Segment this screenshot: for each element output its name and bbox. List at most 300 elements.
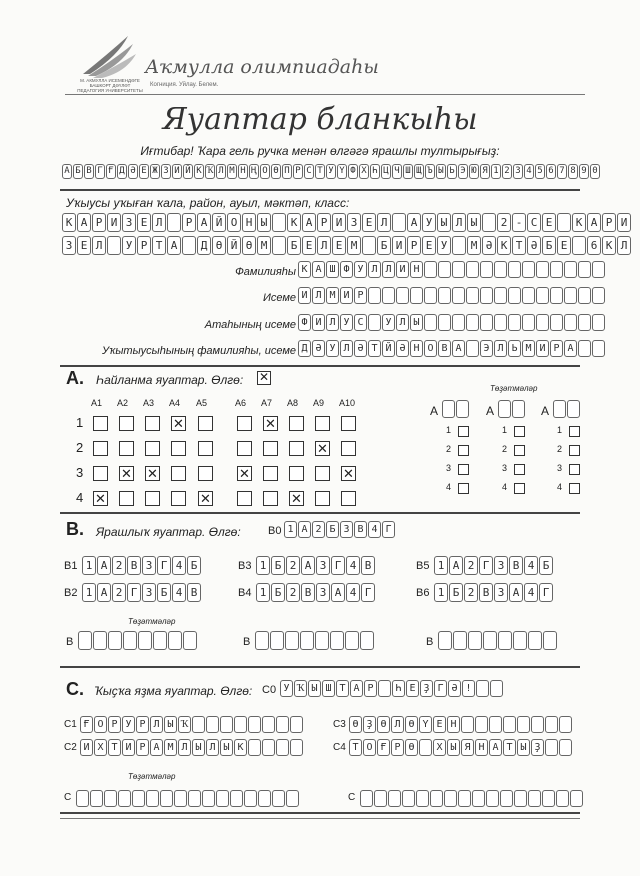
char-cell[interactable]: Б — [539, 556, 553, 575]
answer-checkbox[interactable]: ✕ — [145, 466, 160, 481]
char-cell[interactable]: Ы — [257, 213, 271, 232]
char-cell[interactable]: Л — [340, 340, 353, 357]
char-cell[interactable]: В — [438, 340, 451, 357]
char-cell[interactable]: А — [167, 236, 181, 255]
char-cell[interactable]: Р — [136, 739, 149, 756]
char-cell[interactable] — [290, 716, 303, 733]
char-cell[interactable]: О — [94, 716, 107, 733]
char-cell[interactable] — [550, 314, 563, 331]
char-cell[interactable] — [592, 340, 605, 357]
char-cell[interactable] — [244, 790, 257, 807]
answer-input-c1[interactable] — [80, 716, 304, 733]
answer-checkbox[interactable] — [237, 491, 252, 506]
char-cell[interactable]: 2 — [464, 556, 478, 575]
patronymic-input[interactable] — [298, 314, 606, 331]
char-cell[interactable] — [528, 790, 541, 807]
char-cell[interactable] — [104, 790, 117, 807]
char-cell[interactable] — [382, 287, 395, 304]
correction-input[interactable] — [438, 631, 558, 650]
char-cell[interactable]: А — [301, 556, 315, 575]
correction-checkbox[interactable] — [458, 464, 469, 475]
answer-checkbox[interactable] — [289, 466, 304, 481]
char-cell[interactable] — [118, 790, 131, 807]
char-cell[interactable]: Ә — [527, 236, 541, 255]
char-cell[interactable]: Т — [152, 236, 166, 255]
char-cell[interactable] — [138, 631, 152, 650]
char-cell[interactable] — [362, 236, 376, 255]
char-cell[interactable] — [276, 739, 289, 756]
char-cell[interactable] — [248, 739, 261, 756]
char-cell[interactable] — [368, 314, 381, 331]
char-cell[interactable]: А — [97, 556, 111, 575]
char-cell[interactable]: В — [361, 556, 375, 575]
char-cell[interactable] — [188, 790, 201, 807]
char-cell[interactable]: Т — [108, 739, 121, 756]
char-cell[interactable]: 4 — [346, 583, 360, 602]
char-cell[interactable] — [468, 631, 482, 650]
char-cell[interactable] — [206, 716, 219, 733]
char-cell[interactable]: Б — [271, 583, 285, 602]
correction-cell[interactable] — [498, 400, 511, 418]
char-cell[interactable] — [183, 631, 197, 650]
char-cell[interactable]: Е — [433, 716, 446, 733]
char-cell[interactable] — [522, 261, 535, 278]
char-cell[interactable] — [234, 716, 247, 733]
char-cell[interactable] — [592, 287, 605, 304]
char-cell[interactable]: Б — [187, 556, 201, 575]
char-cell[interactable] — [550, 287, 563, 304]
char-cell[interactable]: У — [354, 261, 367, 278]
char-cell[interactable] — [494, 261, 507, 278]
char-cell[interactable]: И — [80, 739, 93, 756]
char-cell[interactable]: А — [331, 583, 345, 602]
answer-checkbox[interactable] — [198, 416, 213, 431]
char-cell[interactable] — [108, 631, 122, 650]
char-cell[interactable] — [543, 631, 557, 650]
char-cell[interactable]: И — [340, 287, 353, 304]
char-cell[interactable]: Ы — [192, 739, 205, 756]
answer-checkbox[interactable] — [145, 491, 160, 506]
answer-checkbox[interactable] — [237, 441, 252, 456]
char-cell[interactable]: Г — [361, 583, 375, 602]
char-cell[interactable]: 1 — [434, 556, 448, 575]
char-cell[interactable] — [438, 261, 451, 278]
char-cell[interactable]: Ө — [405, 716, 418, 733]
answer-checkbox[interactable]: ✕ — [171, 416, 186, 431]
char-cell[interactable]: В — [479, 583, 493, 602]
correction-checkbox[interactable] — [458, 426, 469, 437]
char-cell[interactable]: О — [363, 739, 376, 756]
answer-checkbox[interactable] — [93, 416, 108, 431]
char-cell[interactable]: Е — [542, 213, 556, 232]
char-cell[interactable]: Л — [312, 287, 325, 304]
char-cell[interactable]: Л — [178, 739, 191, 756]
char-cell[interactable]: У — [382, 314, 395, 331]
char-cell[interactable] — [216, 790, 229, 807]
char-cell[interactable] — [286, 790, 299, 807]
char-cell[interactable]: Р — [550, 340, 563, 357]
char-cell[interactable]: В — [187, 583, 201, 602]
char-cell[interactable] — [168, 631, 182, 650]
char-cell[interactable] — [475, 716, 488, 733]
name-input[interactable] — [298, 287, 606, 304]
char-cell[interactable]: Е — [332, 236, 346, 255]
char-cell[interactable]: Ғ — [80, 716, 93, 733]
char-cell[interactable] — [160, 790, 173, 807]
char-cell[interactable]: 6 — [587, 236, 601, 255]
char-cell[interactable]: А — [312, 261, 325, 278]
char-cell[interactable]: А — [564, 340, 577, 357]
char-cell[interactable]: Р — [182, 213, 196, 232]
char-cell[interactable]: М — [522, 340, 535, 357]
char-cell[interactable] — [592, 261, 605, 278]
char-cell[interactable]: 2 — [464, 583, 478, 602]
answer-input-b1[interactable] — [82, 556, 202, 575]
char-cell[interactable] — [345, 631, 359, 650]
char-cell[interactable]: Я — [461, 739, 474, 756]
char-cell[interactable]: Х — [433, 739, 446, 756]
char-cell[interactable] — [592, 314, 605, 331]
char-cell[interactable]: А — [97, 583, 111, 602]
char-cell[interactable]: 3 — [316, 556, 330, 575]
answer-checkbox[interactable]: ✕ — [263, 416, 278, 431]
answer-checkbox[interactable] — [341, 441, 356, 456]
char-cell[interactable] — [452, 287, 465, 304]
char-cell[interactable] — [578, 314, 591, 331]
char-cell[interactable]: С — [354, 314, 367, 331]
correction-checkbox[interactable] — [569, 445, 580, 456]
char-cell[interactable]: 3 — [142, 556, 156, 575]
char-cell[interactable]: Е — [362, 213, 376, 232]
char-cell[interactable]: Ы — [220, 739, 233, 756]
answer-input-b4[interactable] — [256, 583, 376, 602]
char-cell[interactable] — [545, 739, 558, 756]
char-cell[interactable] — [570, 790, 583, 807]
char-cell[interactable]: А — [509, 583, 523, 602]
char-cell[interactable] — [146, 790, 159, 807]
char-cell[interactable]: Р — [136, 716, 149, 733]
char-cell[interactable] — [90, 790, 103, 807]
char-cell[interactable] — [76, 790, 89, 807]
char-cell[interactable]: 4 — [172, 583, 186, 602]
char-cell[interactable]: 4 — [346, 556, 360, 575]
char-cell[interactable]: Л — [617, 236, 631, 255]
char-cell[interactable]: Т — [503, 739, 516, 756]
char-cell[interactable]: И — [536, 340, 549, 357]
char-cell[interactable] — [508, 261, 521, 278]
char-cell[interactable]: Ғ — [377, 739, 390, 756]
char-cell[interactable] — [93, 631, 107, 650]
char-cell[interactable]: З — [347, 213, 361, 232]
char-cell[interactable] — [262, 716, 275, 733]
char-cell[interactable] — [167, 213, 181, 232]
char-cell[interactable]: И — [312, 314, 325, 331]
answer-input-b2[interactable] — [82, 583, 202, 602]
answer-input-b6[interactable] — [434, 583, 554, 602]
char-cell[interactable] — [486, 790, 499, 807]
char-cell[interactable] — [559, 739, 572, 756]
char-cell[interactable] — [531, 716, 544, 733]
char-cell[interactable] — [315, 631, 329, 650]
char-cell[interactable]: Ө — [212, 236, 226, 255]
char-cell[interactable] — [508, 314, 521, 331]
char-cell[interactable]: Г — [157, 556, 171, 575]
teacher-input[interactable] — [298, 340, 606, 357]
char-cell[interactable] — [545, 716, 558, 733]
char-cell[interactable] — [578, 287, 591, 304]
answer-input-b5[interactable] — [434, 556, 554, 575]
char-cell[interactable]: Н — [242, 213, 256, 232]
correction-cell[interactable] — [442, 400, 455, 418]
char-cell[interactable] — [578, 261, 591, 278]
char-cell[interactable]: З — [62, 236, 76, 255]
answer-checkbox[interactable]: ✕ — [119, 466, 134, 481]
char-cell[interactable]: Ы — [467, 213, 481, 232]
char-cell[interactable] — [480, 314, 493, 331]
char-cell[interactable] — [248, 716, 261, 733]
char-cell[interactable]: И — [392, 236, 406, 255]
char-cell[interactable] — [272, 213, 286, 232]
char-cell[interactable]: И — [298, 287, 311, 304]
char-cell[interactable] — [559, 716, 572, 733]
answer-checkbox[interactable] — [341, 416, 356, 431]
answer-checkbox[interactable] — [289, 416, 304, 431]
char-cell[interactable] — [424, 261, 437, 278]
answer-checkbox[interactable] — [93, 466, 108, 481]
char-cell[interactable] — [472, 790, 485, 807]
char-cell[interactable] — [466, 287, 479, 304]
char-cell[interactable]: Д — [298, 340, 311, 357]
answer-checkbox[interactable] — [119, 491, 134, 506]
char-cell[interactable] — [513, 631, 527, 650]
char-cell[interactable]: У — [437, 236, 451, 255]
char-cell[interactable] — [255, 631, 269, 650]
char-cell[interactable]: Б — [449, 583, 463, 602]
char-cell[interactable]: А — [452, 340, 465, 357]
char-cell[interactable]: 3 — [316, 583, 330, 602]
correction-input[interactable] — [76, 790, 300, 807]
char-cell[interactable] — [272, 236, 286, 255]
char-cell[interactable]: Л — [391, 716, 404, 733]
char-cell[interactable] — [458, 790, 471, 807]
char-cell[interactable]: Л — [494, 340, 507, 357]
answer-checkbox[interactable] — [341, 491, 356, 506]
char-cell[interactable]: У — [326, 340, 339, 357]
char-cell[interactable] — [153, 631, 167, 650]
char-cell[interactable]: Л — [377, 213, 391, 232]
char-cell[interactable]: С — [527, 213, 541, 232]
char-cell[interactable]: Д — [197, 236, 211, 255]
answer-checkbox[interactable] — [198, 441, 213, 456]
char-cell[interactable]: 4 — [524, 556, 538, 575]
char-cell[interactable]: Т — [349, 739, 362, 756]
answer-checkbox[interactable] — [315, 416, 330, 431]
char-cell[interactable]: Ҙ — [363, 716, 376, 733]
correction-checkbox[interactable] — [514, 464, 525, 475]
char-cell[interactable] — [452, 261, 465, 278]
char-cell[interactable] — [78, 631, 92, 650]
char-cell[interactable] — [550, 261, 563, 278]
char-cell[interactable] — [522, 287, 535, 304]
char-cell[interactable] — [174, 790, 187, 807]
char-cell[interactable]: Ф — [340, 261, 353, 278]
char-cell[interactable] — [438, 287, 451, 304]
correction-checkbox[interactable] — [514, 483, 525, 494]
answer-checkbox[interactable] — [315, 491, 330, 506]
char-cell[interactable] — [132, 790, 145, 807]
char-cell[interactable]: М — [257, 236, 271, 255]
char-cell[interactable]: К — [234, 739, 247, 756]
char-cell[interactable] — [424, 287, 437, 304]
char-cell[interactable] — [182, 236, 196, 255]
char-cell[interactable] — [536, 261, 549, 278]
char-cell[interactable] — [452, 236, 466, 255]
char-cell[interactable]: Н — [447, 716, 460, 733]
char-cell[interactable]: В — [127, 556, 141, 575]
char-cell[interactable]: Ә — [354, 340, 367, 357]
char-cell[interactable]: Ш — [326, 261, 339, 278]
surname-input[interactable] — [298, 261, 606, 278]
char-cell[interactable]: Е — [302, 236, 316, 255]
char-cell[interactable] — [270, 631, 284, 650]
char-cell[interactable] — [489, 716, 502, 733]
char-cell[interactable] — [360, 790, 373, 807]
char-cell[interactable] — [542, 790, 555, 807]
char-cell[interactable]: Е — [77, 236, 91, 255]
char-cell[interactable]: Ь — [508, 340, 521, 357]
char-cell[interactable]: Г — [479, 556, 493, 575]
char-cell[interactable] — [192, 716, 205, 733]
correction-checkbox[interactable] — [569, 483, 580, 494]
char-cell[interactable] — [330, 631, 344, 650]
char-cell[interactable] — [494, 287, 507, 304]
char-cell[interactable] — [556, 790, 569, 807]
correction-cell[interactable] — [567, 400, 580, 418]
char-cell[interactable]: Р — [92, 213, 106, 232]
char-cell[interactable]: А — [197, 213, 211, 232]
char-cell[interactable]: А — [302, 213, 316, 232]
correction-cell[interactable] — [553, 400, 566, 418]
char-cell[interactable]: 2 — [112, 556, 126, 575]
answer-checkbox[interactable] — [289, 441, 304, 456]
answer-input-c4[interactable] — [349, 739, 573, 756]
char-cell[interactable]: Э — [480, 340, 493, 357]
char-cell[interactable]: Р — [391, 739, 404, 756]
char-cell[interactable]: А — [407, 213, 421, 232]
correction-input[interactable] — [78, 631, 198, 650]
char-cell[interactable] — [262, 739, 275, 756]
char-cell[interactable]: Л — [152, 213, 166, 232]
char-cell[interactable] — [107, 236, 121, 255]
answer-input-c3[interactable] — [349, 716, 573, 733]
char-cell[interactable] — [482, 213, 496, 232]
char-cell[interactable]: Г — [331, 556, 345, 575]
char-cell[interactable] — [564, 314, 577, 331]
char-cell[interactable]: Г — [539, 583, 553, 602]
char-cell[interactable] — [572, 236, 586, 255]
char-cell[interactable] — [480, 287, 493, 304]
char-cell[interactable]: Ы — [164, 716, 177, 733]
char-cell[interactable]: Е — [422, 236, 436, 255]
school-input-line-1[interactable] — [62, 213, 632, 232]
char-cell[interactable]: Ҙ — [531, 739, 544, 756]
answer-checkbox[interactable] — [93, 441, 108, 456]
char-cell[interactable] — [410, 287, 423, 304]
char-cell[interactable]: Л — [452, 213, 466, 232]
char-cell[interactable]: Й — [382, 340, 395, 357]
char-cell[interactable]: 4 — [172, 556, 186, 575]
char-cell[interactable]: Й — [227, 236, 241, 255]
char-cell[interactable]: Н — [410, 261, 423, 278]
char-cell[interactable]: И — [396, 261, 409, 278]
char-cell[interactable]: А — [449, 556, 463, 575]
char-cell[interactable]: 2 — [497, 213, 511, 232]
char-cell[interactable]: К — [572, 213, 586, 232]
char-cell[interactable]: Л — [396, 314, 409, 331]
char-cell[interactable]: Ү — [419, 716, 432, 733]
char-cell[interactable]: Ф — [298, 314, 311, 331]
char-cell[interactable]: Ө — [377, 716, 390, 733]
char-cell[interactable]: О — [424, 340, 437, 357]
char-cell[interactable]: Р — [317, 213, 331, 232]
char-cell[interactable]: М — [347, 236, 361, 255]
char-cell[interactable]: 1 — [82, 556, 96, 575]
char-cell[interactable]: 3 — [142, 583, 156, 602]
answer-checkbox[interactable] — [263, 441, 278, 456]
char-cell[interactable] — [438, 314, 451, 331]
char-cell[interactable]: 1 — [256, 556, 270, 575]
char-cell[interactable] — [452, 314, 465, 331]
char-cell[interactable]: Г — [127, 583, 141, 602]
char-cell[interactable] — [498, 631, 512, 650]
char-cell[interactable]: 1 — [434, 583, 448, 602]
char-cell[interactable] — [300, 631, 314, 650]
char-cell[interactable]: Л — [326, 314, 339, 331]
char-cell[interactable]: У — [422, 213, 436, 232]
char-cell[interactable] — [396, 287, 409, 304]
answer-checkbox[interactable] — [145, 416, 160, 431]
char-cell[interactable] — [517, 716, 530, 733]
char-cell[interactable] — [461, 716, 474, 733]
char-cell[interactable]: У — [122, 716, 135, 733]
char-cell[interactable]: Ы — [517, 739, 530, 756]
char-cell[interactable] — [494, 314, 507, 331]
char-cell[interactable]: Ө — [349, 716, 362, 733]
char-cell[interactable]: Е — [137, 213, 151, 232]
char-cell[interactable]: У — [122, 236, 136, 255]
char-cell[interactable]: Р — [407, 236, 421, 255]
char-cell[interactable] — [453, 631, 467, 650]
answer-checkbox[interactable]: ✕ — [198, 491, 213, 506]
char-cell[interactable]: Ә — [312, 340, 325, 357]
char-cell[interactable] — [285, 631, 299, 650]
char-cell[interactable] — [368, 287, 381, 304]
answer-checkbox[interactable] — [171, 441, 186, 456]
char-cell[interactable]: Л — [150, 716, 163, 733]
char-cell[interactable] — [466, 261, 479, 278]
char-cell[interactable]: В — [301, 583, 315, 602]
char-cell[interactable] — [444, 790, 457, 807]
char-cell[interactable] — [514, 790, 527, 807]
char-cell[interactable] — [430, 790, 443, 807]
answer-input-b3[interactable] — [256, 556, 376, 575]
char-cell[interactable]: 2 — [112, 583, 126, 602]
char-cell[interactable]: М — [467, 236, 481, 255]
char-cell[interactable]: И — [107, 213, 121, 232]
char-cell[interactable]: Н — [410, 340, 423, 357]
char-cell[interactable]: Х — [94, 739, 107, 756]
answer-checkbox[interactable]: ✕ — [237, 466, 252, 481]
